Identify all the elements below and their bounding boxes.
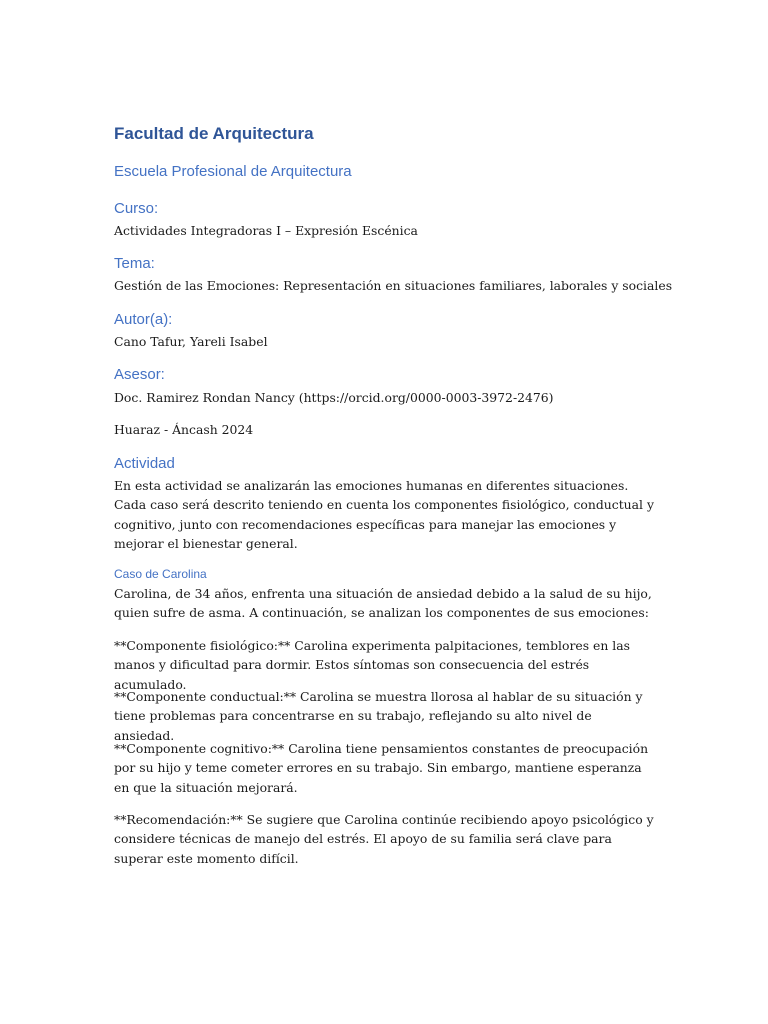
activity-heading: Actividad xyxy=(114,455,175,472)
case-intro: Carolina, de 34 años, enfrenta una situación de ansiedad debido a la salud de su hijo, quien sufre de asma. A continuación, se analizan los componentes de sus emociones: xyxy=(114,586,652,621)
case-heading: Caso de Carolina xyxy=(114,567,207,581)
school-title: Escuela Profesional de Arquitectura xyxy=(114,163,352,180)
activity-intro: En esta actividad se analizarán las emociones humanas en diferentes situaciones. Cada caso será descrito teniendo en cuenta los componentes fisiológico, conductual y cognitivo, junto con recomendaciones específicas para manejar las emociones y mejorar el bienestar general. xyxy=(114,478,654,552)
recommendation: **Recomendación:** Se sugiere que Carolina continúe recibiendo apoyo psicológico y considere técnicas de manejo del estrés. El apoyo de su familia será clave para superar este momento difícil. xyxy=(114,812,654,866)
topic-label: Tema: xyxy=(114,255,155,272)
topic-value: Gestión de las Emociones: Representación en situaciones familiares, laborales y sociales xyxy=(114,278,673,293)
advisor-label: Asesor: xyxy=(114,366,165,383)
faculty-title: Facultad de Arquitectura xyxy=(114,124,314,143)
author-label: Autor(a): xyxy=(114,311,173,328)
physiological-component: **Componente fisiológico:** Carolina experimenta palpitaciones, temblores en las manos y dificultad para dormir. Estos síntomas son consecuencia del estrés acumulado. xyxy=(114,638,630,692)
author-value: Cano Tafur, Yareli Isabel xyxy=(114,334,268,349)
advisor-value: Doc. Ramirez Rondan Nancy (https://orcid.org/0000-0003-3972-2476) xyxy=(114,390,554,405)
place-date: Huaraz - Áncash 2024 xyxy=(114,422,254,437)
course-label: Curso: xyxy=(114,200,159,217)
cognitive-component: **Componente cognitivo:** Carolina tiene pensamientos constantes de preocupación por su hijo y teme cometer errores en su trabajo. Sin embargo, mantiene esperanza en que la situación mejorará. xyxy=(114,741,649,795)
course-value: Actividades Integradoras I – Expresión Escénica xyxy=(114,223,418,238)
behavioral-component: **Componente conductual:** Carolina se muestra llorosa al hablar de su situación y tiene problemas para concentrarse en su trabajo, reflejando su alto nivel de ansiedad. xyxy=(114,689,643,743)
